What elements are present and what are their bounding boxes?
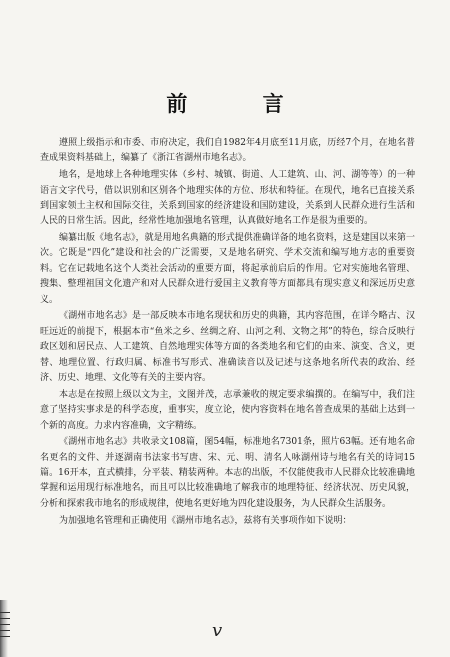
body-text <box>40 136 415 530</box>
paragraph: 《湖州市地名志》共收录文108篇，图54幅，标准地名7301条，照片63幅。还有地名命名更名的文件、并逐湖南书法家书写唐、宋、元、明、清名人咏湖州诗与地名有关的诗词15篇。16开本，直式横排，分平装、精装两种。本志的出版，不仅能使我市人民群众比较准确地掌握和运用现行标准地名，而且可以比较准确地了解我市的地理特征、经济状况、历史风貌，分析和探索我市地名的形成规律，使地名更好地为四化建设服务，为人民群众生活服务。 <box>40 437 415 509</box>
paragraph: 编纂出版《地名志》，就是用地名典籍的形式提供准确详备的地名资料，这是建国以来第一次。它既是“四化”建设和社会的广泛需要，又是地名研究、学术交流和编写地方志的重要资料。它在记载地名这个人类社会活动的重要方面，将起承前启后的作用。它对实施地名管理、搜集、整理祖国文化遗产和对人民群众进行爱国主义教育等方面都具有现实意义和深远历史意义。 <box>40 233 415 305</box>
paragraph: 地名，是地球上各种地理实体（乡村、城镇、街道、人工建筑、山、河、湖等等）的一种语言文字代号，借以识别和区别各个地理实体的方位、形状和特征。在现代，地名已直接关系到国家领土主权和国际交往，关系到国家的经济建设和国防建设，关系到人民群众进行生活和人民的日常生活。因此，经常性地加强地名管理，认真做好地名工作是很为重要的。 <box>40 170 415 227</box>
paragraph: 遵照上级指示和市委、市府决定，我们自1982年4月底至11月底，历经7个月，在地名普查成果资料基础上，编纂了《浙江省湖州市地名志》。 <box>40 138 415 164</box>
paragraph: 《湖州市地名志》是一部反映本市地名现状和历史的典籍，其内容范围，在详今略古、汉旺远近的前提下，根据本市“鱼米之乡、丝绸之府、山河之利、文物之邦”的特色，综合反映行政区划和居民点、人工建筑、自然地理实体等方面的各类地名和它们的由来、演变、含义，更替、地理位置、行政归属、标准书写形式、准确读音以及记述与这条地名所代表的政治、经济、历史、地理、文化等有关的主要内容。 <box>40 311 415 383</box>
binding-marks <box>0 612 10 642</box>
page-number: v <box>212 620 223 641</box>
paragraph: 本志是在按照上级以文为主，文图并茂，志承兼收的规定要求编撰的。在编写中，我们注意了坚持实事求是的科学态度，重事实，度立论，使内容资料在地名普查成果的基础上达到一个新的高度。力求内容准确，文字精练。 <box>40 389 415 431</box>
page-title: 前 言 <box>166 91 318 116</box>
paragraph: 为加强地名管理和正确使用《湖州市地名志》，兹将有关事项作如下说明： <box>59 515 352 526</box>
